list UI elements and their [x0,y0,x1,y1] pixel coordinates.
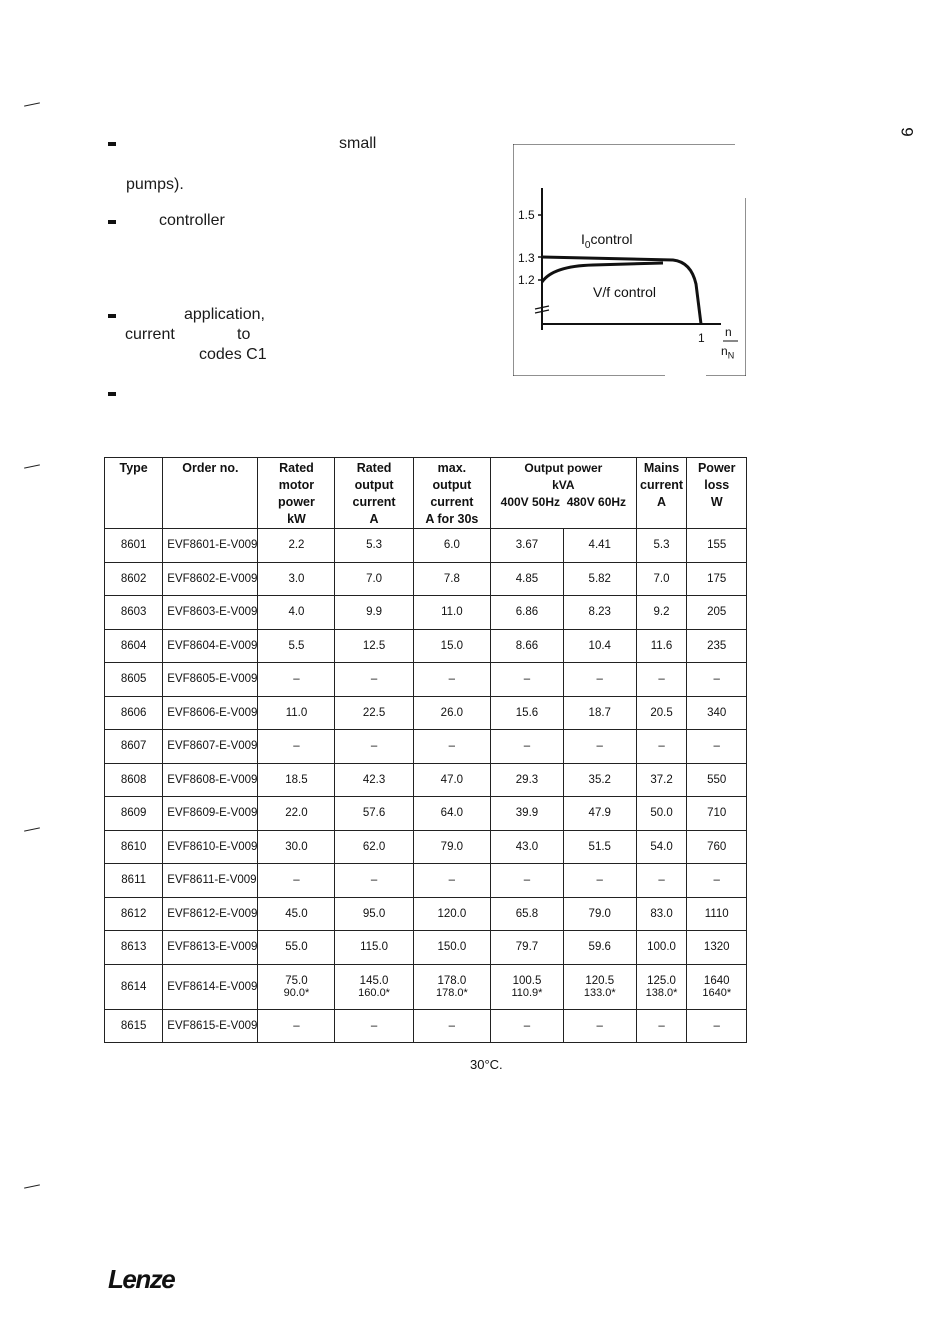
cell-max: – [413,663,490,697]
cell-kva480: 4.41 [563,529,636,563]
cell-order: EVF8614-E-V009 [163,964,258,1009]
cell-max: 26.0 [413,696,490,730]
header-mains-current: Mains current A [636,458,687,529]
cell-type: 8611 [105,864,163,898]
cell-kva400: 65.8 [491,897,564,931]
cell-max: 7.8 [413,562,490,596]
cell-kva400: 8.66 [491,629,564,663]
cell-rated: – [335,730,413,764]
cell-kva400: 43.0 [491,830,564,864]
cell-kva400: – [491,663,564,697]
cell-type: 8606 [105,696,163,730]
bullet-text: controller [159,212,225,229]
cell-max: 15.0 [413,629,490,663]
cell-rated: 95.0 [335,897,413,931]
cell-motor: 55.0 [258,931,335,965]
header-output-current: Rated output current A [335,458,413,529]
bullet-text: codes C1 [199,346,267,363]
bullet-dash [108,220,116,224]
cell-rated: – [335,663,413,697]
y-tick-label: 1.2 [518,273,535,287]
cell-mains: 20.5 [636,696,687,730]
cell-rated: 115.0 [335,931,413,965]
vf-control-label: V/f control [593,284,657,300]
cell-kva480: 47.9 [563,797,636,831]
cell-kva480: – [563,730,636,764]
cell-motor: 2.2 [258,529,335,563]
cell-loss: 760 [687,830,747,864]
cell-kva480: 59.6 [563,931,636,965]
chart-graphic [513,144,746,376]
table-row [105,730,747,764]
footnote: 30°C. [470,1057,503,1072]
table-row [105,830,747,864]
cell-mains: 11.6 [636,629,687,663]
vf-control-curve [542,263,663,282]
margin-mark [24,827,40,831]
cell-kva400: 3.67 [491,529,564,563]
cell-max: 79.0 [413,830,490,864]
cell-kva480: – [563,663,636,697]
bullet-text: to [237,326,251,343]
cell-mains: – [636,663,687,697]
cell-max: 11.0 [413,596,490,630]
cell-loss: 340 [687,696,747,730]
cell-rated: – [335,1009,413,1043]
cell-loss: 550 [687,763,747,797]
cell-order: EVF8612-E-V009 [163,897,258,931]
header-max-current: max. output current A for 30s [413,458,490,529]
cell-motor: – [258,730,335,764]
cell-loss: 1110 [687,897,747,931]
cell-max: 47.0 [413,763,490,797]
cell-motor: 75.0 90.0* [258,964,335,1009]
cell-type: 8609 [105,797,163,831]
cell-mains: 7.0 [636,562,687,596]
cell-rated: 12.5 [335,629,413,663]
cell-type: 8604 [105,629,163,663]
cell-kva480: 35.2 [563,763,636,797]
bullet-text: current [125,326,175,343]
cell-kva400: 79.7 [491,931,564,965]
cell-order: EVF8602-E-V009 [163,562,258,596]
cell-kva400: 39.9 [491,797,564,831]
cell-mains: 125.0 138.0* [636,964,687,1009]
table-row [105,562,747,596]
cell-mains: 5.3 [636,529,687,563]
y-tick-label: 1.5 [518,208,535,222]
cell-rated: 7.0 [335,562,413,596]
cell-loss: 155 [687,529,747,563]
i0-control-label: $I_0control$ [581,231,633,251]
cell-mains: 37.2 [636,763,687,797]
cell-type: 8603 [105,596,163,630]
header-type: Type [105,458,163,529]
bullet-dash [108,314,116,318]
cell-loss: 1640 1640* [687,964,747,1009]
cell-motor: – [258,663,335,697]
x-axis-label-numerator: n [725,325,732,339]
cell-loss: 1320 [687,931,747,965]
lenze-logo: Lenze [108,1264,175,1294]
page-number: 9 [897,127,917,137]
cell-kva400: – [491,730,564,764]
cell-kva480: 10.4 [563,629,636,663]
cell-max: 150.0 [413,931,490,965]
table-row [105,663,747,697]
table-row [105,596,747,630]
table-row [105,696,747,730]
cell-loss: – [687,730,747,764]
cell-mains: 9.2 [636,596,687,630]
cell-motor: 3.0 [258,562,335,596]
margin-mark [24,1184,40,1188]
cell-kva480: 120.5 133.0* [563,964,636,1009]
table-row [105,931,747,965]
cell-type: 8605 [105,663,163,697]
cell-max: – [413,1009,490,1043]
cell-type: 8608 [105,763,163,797]
table-row [105,629,747,663]
cell-kva400: 29.3 [491,763,564,797]
bullet-text: small [339,135,377,152]
cell-type: 8607 [105,730,163,764]
cell-kva480: 51.5 [563,830,636,864]
bullet-text: pumps). [126,176,184,193]
cell-order: EVF8606-E-V009 [163,696,258,730]
cell-order: EVF8603-E-V009 [163,596,258,630]
cell-mains: 50.0 [636,797,687,831]
cell-kva400: 4.85 [491,562,564,596]
cell-mains: 100.0 [636,931,687,965]
cell-order: EVF8613-E-V009 [163,931,258,965]
cell-rated: 5.3 [335,529,413,563]
cell-motor: 45.0 [258,897,335,931]
cell-loss: – [687,864,747,898]
cell-mains: – [636,864,687,898]
header-order: Order no. [163,458,258,529]
cell-kva480: 5.82 [563,562,636,596]
cell-kva400: – [491,1009,564,1043]
header-output-power: Output power kVA 400V 50Hz 480V 60Hz [491,458,637,529]
header-power-loss: Power loss W [687,458,747,529]
cell-kva480: – [563,864,636,898]
margin-mark [24,464,40,468]
table-row [105,1009,747,1043]
cell-motor: 22.0 [258,797,335,831]
cell-loss: 235 [687,629,747,663]
cell-max: – [413,864,490,898]
cell-motor: 30.0 [258,830,335,864]
cell-order: EVF8604-E-V009 [163,629,258,663]
x-tick-label: 1 [698,331,705,345]
cell-rated: 9.9 [335,596,413,630]
table-row [105,763,747,797]
cell-rated: 62.0 [335,830,413,864]
table-row [105,964,747,1009]
cell-order: EVF8601-E-V009 [163,529,258,563]
cell-rated: 42.3 [335,763,413,797]
table-row [105,864,747,898]
cell-rated: 57.6 [335,797,413,831]
bullet-text: application, [184,306,265,323]
cell-loss: 710 [687,797,747,831]
cell-max: 178.0 178.0* [413,964,490,1009]
table-header-row [105,458,747,529]
bullet-dash [108,392,116,396]
cell-motor: 4.0 [258,596,335,630]
cell-loss: 205 [687,596,747,630]
cell-order: EVF8605-E-V009 [163,663,258,697]
cell-type: 8613 [105,931,163,965]
cell-kva480: – [563,1009,636,1043]
cell-type: 8610 [105,830,163,864]
cell-type: 8614 [105,964,163,1009]
cell-type: 8612 [105,897,163,931]
cell-order: EVF8611-E-V009 [163,864,258,898]
characteristic-chart [513,144,746,376]
cell-kva480: 18.7 [563,696,636,730]
cell-max: 64.0 [413,797,490,831]
cell-loss: – [687,1009,747,1043]
cell-order: EVF8610-E-V009 [163,830,258,864]
cell-max: – [413,730,490,764]
cell-rated: – [335,864,413,898]
cell-loss: 175 [687,562,747,596]
cell-mains: – [636,730,687,764]
cell-type: 8602 [105,562,163,596]
cell-motor: 18.5 [258,763,335,797]
cell-kva400: 15.6 [491,696,564,730]
cell-mains: – [636,1009,687,1043]
cell-kva400: – [491,864,564,898]
cell-motor: 11.0 [258,696,335,730]
table-row [105,797,747,831]
cell-max: 120.0 [413,897,490,931]
cell-motor: – [258,864,335,898]
cell-mains: 54.0 [636,830,687,864]
table-row [105,529,747,563]
cell-order: EVF8609-E-V009 [163,797,258,831]
cell-max: 6.0 [413,529,490,563]
y-tick-label: 1.3 [518,251,535,265]
cell-order: EVF8608-E-V009 [163,763,258,797]
cell-rated: 22.5 [335,696,413,730]
rating-table [104,457,747,1043]
cell-kva480: 79.0 [563,897,636,931]
cell-kva480: 8.23 [563,596,636,630]
cell-type: 8601 [105,529,163,563]
x-axis-label-denominator: $n_N$ [721,344,735,361]
cell-order: EVF8607-E-V009 [163,730,258,764]
cell-rated: 145.0 160.0* [335,964,413,1009]
cell-motor: 5.5 [258,629,335,663]
cell-kva400: 100.5 110.9* [491,964,564,1009]
cell-type: 8615 [105,1009,163,1043]
bullet-dash [108,142,116,146]
cell-loss: – [687,663,747,697]
header-motor-power: Rated motor power kW [258,458,335,529]
cell-motor: – [258,1009,335,1043]
margin-mark [24,102,40,106]
cell-order: EVF8615-E-V009 [163,1009,258,1043]
cell-mains: 83.0 [636,897,687,931]
table-row [105,897,747,931]
cell-kva400: 6.86 [491,596,564,630]
